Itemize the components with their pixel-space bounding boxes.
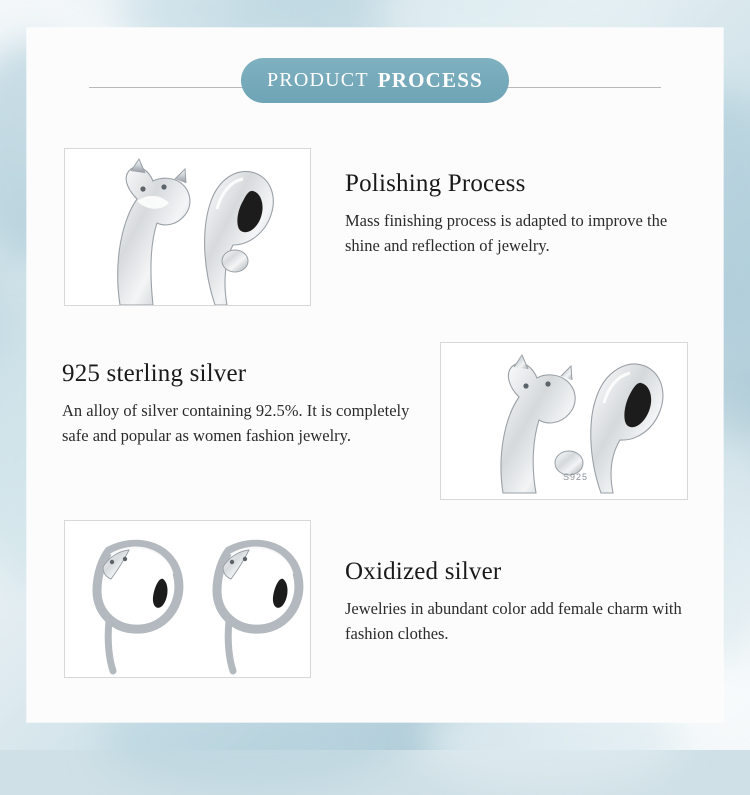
svg-text:S925: S925 xyxy=(563,472,589,482)
section-heading: 925 sterling silver xyxy=(62,360,247,387)
header-rule-left xyxy=(89,87,264,88)
section-body: An alloy of silver containing 92.5%. It is completely safe and popular as women fashion jewelry. xyxy=(62,401,410,445)
section-polishing xyxy=(27,148,723,328)
section-text-oxidized-silver xyxy=(345,558,705,646)
product-photo-sterling-silver xyxy=(440,342,688,500)
page-title-regular: PRODUCT xyxy=(266,69,369,91)
cat-earring-closeup-icon xyxy=(65,149,310,305)
product-photo-oxidized-silver xyxy=(64,520,311,678)
section-body: Mass finishing process is adapted to improve the shine and reflection of jewelry. xyxy=(345,211,668,255)
page-title xyxy=(241,58,509,103)
content-card xyxy=(27,28,723,722)
section-body: Jewelries in abundant color add female charm with fashion clothes. xyxy=(345,599,682,643)
cat-earring-pair-icon xyxy=(65,521,310,677)
product-photo-polishing xyxy=(64,148,311,306)
section-text-sterling-silver xyxy=(62,360,422,448)
header xyxy=(27,58,723,118)
section-sterling-silver xyxy=(27,338,723,518)
section-heading: Polishing Process xyxy=(345,170,526,197)
section-oxidized-silver xyxy=(27,520,723,710)
header-rule-right xyxy=(486,87,661,88)
section-text-polishing xyxy=(345,170,685,258)
cat-earring-front-icon xyxy=(441,343,687,499)
section-heading: Oxidized silver xyxy=(345,558,502,585)
page-title-bold: PROCESS xyxy=(377,68,483,92)
